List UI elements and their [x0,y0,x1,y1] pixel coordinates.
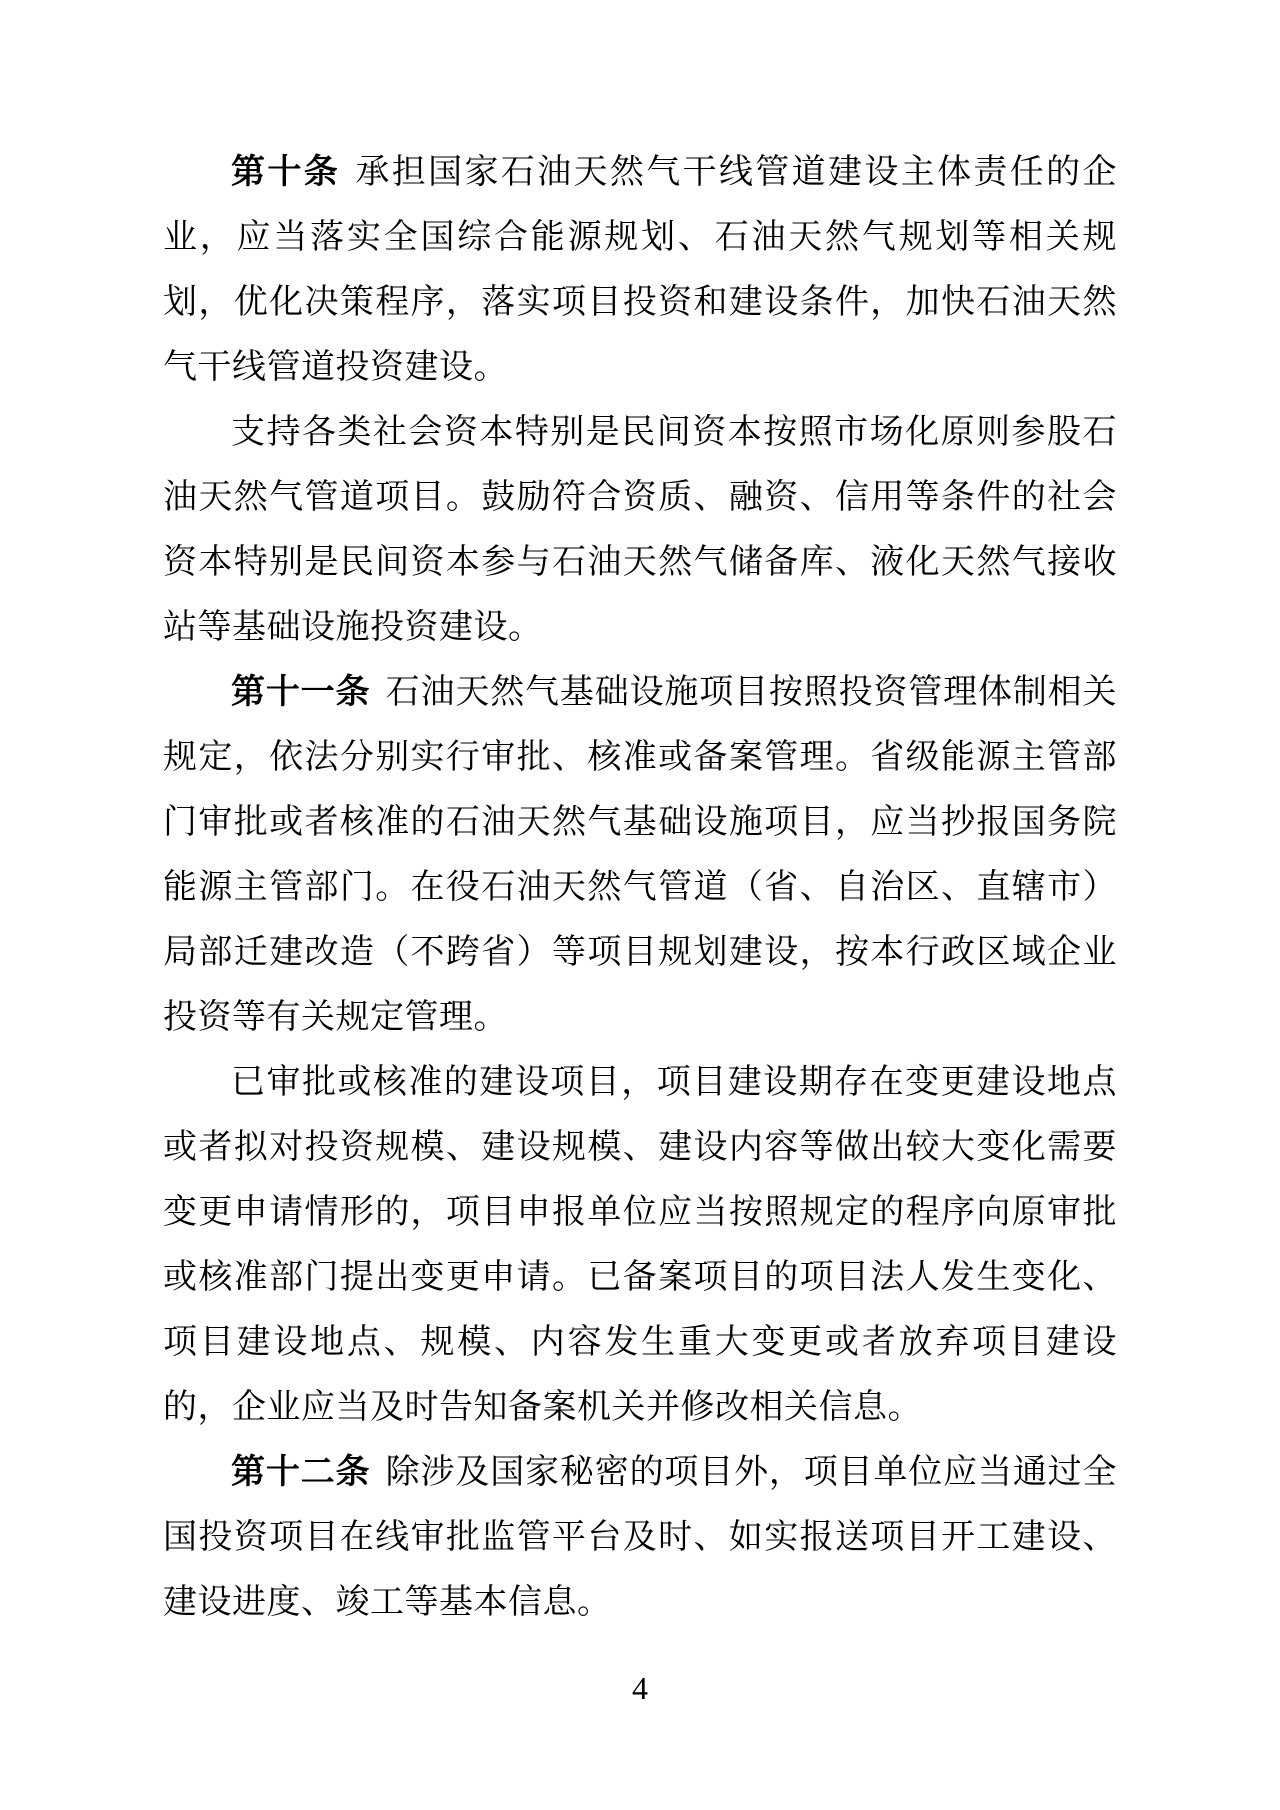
article-12-label: 第十二条 [231,1453,371,1491]
article-12-text: 除涉及国家秘密的项目外，项目单位应当通过全国投资项目在线审批监管平台及时、如实报送项目开工建设、建设进度、竣工等基本信息。 [163,1454,1118,1621]
paragraph-article-11 [163,660,1117,1050]
article-10-label: 第十条 [231,153,341,191]
article-11-text: 石油天然气基础设施项目按照投资管理体制相关规定，依法分别实行审批、核准或备案管理。省级能源主管部门审批或者核准的石油天然气基础设施项目，应当抄报国务院能源主管部门。在役石油天然气管道（省、自治区、直辖市）局部迁建改造（不跨省）等项目规划建设，按本行政区域企业投资等有关规定管理。 [163,674,1118,1036]
article-10-text: 承担国家石油天然气干线管道建设主体责任的企业，应当落实全国综合能源规划、石油天然气规划等相关规划，优化决策程序，落实项目投资和建设条件，加快石油天然气干线管道投资建设。 [163,154,1118,386]
page-number: 4 [632,1670,648,1706]
article-11-label: 第十一条 [231,673,371,711]
approved-projects-text: 已审批或核准的建设项目，项目建设期存在变更建设地点或者拟对投资规模、建设规模、建设内容等做出较大变化需要变更申请情形的，项目申报单位应当按照规定的程序向原审批或核准部门提出变更申请。已备案项目的项目法人发生变化、项目建设地点、规模、内容发生重大变更或者放弃项目建设的，企业应当及时告知备案机关并修改相关信息。 [163,1064,1117,1426]
paragraph-social-capital [163,400,1117,660]
document-body [163,140,1117,1635]
paragraph-approved-projects [163,1050,1117,1440]
paragraph-article-10 [163,140,1117,400]
social-capital-text: 支持各类社会资本特别是民间资本按照市场化原则参股石油天然气管道项目。鼓励符合资质、融资、信用等条件的社会资本特别是民间资本参与石油天然气储备库、液化天然气接收站等基础设施投资建设。 [163,414,1117,646]
paragraph-article-12 [163,1440,1117,1635]
